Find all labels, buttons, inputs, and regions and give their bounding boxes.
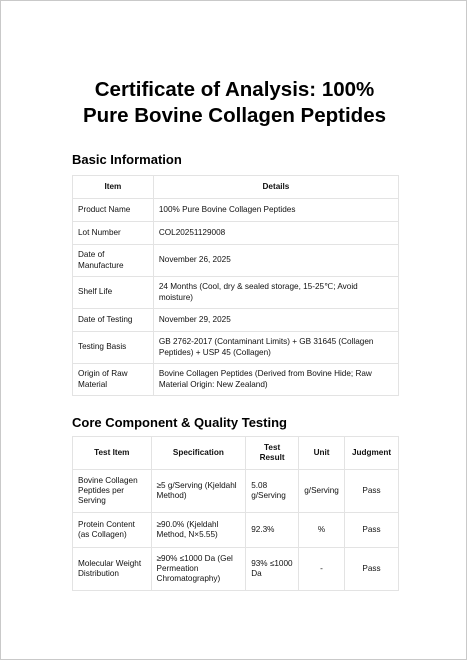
row-details: November 29, 2025: [153, 309, 398, 332]
table-row: [73, 309, 399, 332]
column-header-details: Details: [153, 176, 398, 199]
specification-cell: ≥90% ≤1000 Da (Gel Permeation Chromatography): [151, 548, 246, 591]
judgment-cell: Pass: [345, 513, 399, 548]
core-testing-table: [72, 436, 399, 591]
table-row: [73, 513, 399, 548]
unit-cell: %: [299, 513, 345, 548]
column-header-test-result: Test Result: [246, 437, 299, 470]
row-details: Bovine Collagen Peptides (Derived from Bovine Hide; Raw Material Origin: New Zealand): [153, 364, 398, 396]
table-header-row: [73, 437, 399, 470]
specification-cell: ≥5 g/Serving (Kjeldahl Method): [151, 470, 246, 513]
table-row: [73, 222, 399, 245]
judgment-cell: Pass: [345, 470, 399, 513]
table-row: [73, 199, 399, 222]
row-details: 100% Pure Bovine Collagen Peptides: [153, 199, 398, 222]
row-details: 24 Months (Cool, dry & sealed storage, 15-25℃; Avoid moisture): [153, 277, 398, 309]
basic-information-table: [72, 175, 399, 396]
test-item-cell: Bovine Collagen Peptides per Serving: [73, 470, 152, 513]
specification-cell: ≥90.0% (Kjeldahl Method, N×5.55): [151, 513, 246, 548]
row-item: Origin of Raw Material: [73, 364, 154, 396]
table-row: [73, 470, 399, 513]
column-header-specification: Specification: [151, 437, 246, 470]
basic-information-heading: Basic Information: [72, 152, 182, 167]
row-details: November 26, 2025: [153, 245, 398, 277]
column-header-judgment: Judgment: [345, 437, 399, 470]
row-item: Date of Manufacture: [73, 245, 154, 277]
result-cell: 5.08 g/Serving: [246, 470, 299, 513]
column-header-item: Item: [73, 176, 154, 199]
row-item: Testing Basis: [73, 332, 154, 364]
table-header-row: [73, 176, 399, 199]
row-item: Shelf Life: [73, 277, 154, 309]
test-item-cell: Protein Content (as Collagen): [73, 513, 152, 548]
test-item-cell: Molecular Weight Distribution: [73, 548, 152, 591]
table-row: [73, 245, 399, 277]
row-item: Date of Testing: [73, 309, 154, 332]
result-cell: 93% ≤1000 Da: [246, 548, 299, 591]
table-row: [73, 277, 399, 309]
unit-cell: -: [299, 548, 345, 591]
row-details: COL20251129008: [153, 222, 398, 245]
unit-cell: g/Serving: [299, 470, 345, 513]
document-title: [41, 77, 428, 129]
row-details: GB 2762-2017 (Contaminant Limits) + GB 31645 (Collagen Peptides) + USP 45 (Collagen): [153, 332, 398, 364]
column-header-test-item: Test Item: [73, 437, 152, 470]
title-line-2: Pure Bovine Collagen Peptides: [82, 104, 386, 127]
row-item: Lot Number: [73, 222, 154, 245]
column-header-unit: Unit: [299, 437, 345, 470]
judgment-cell: Pass: [345, 548, 399, 591]
table-row: [73, 364, 399, 396]
core-testing-heading: Core Component & Quality Testing: [72, 415, 287, 430]
table-row: [73, 548, 399, 591]
table-row: [73, 332, 399, 364]
result-cell: 92.3%: [246, 513, 299, 548]
row-item: Product Name: [73, 199, 154, 222]
title-line-1: Certificate of Analysis: 100%: [94, 78, 375, 101]
